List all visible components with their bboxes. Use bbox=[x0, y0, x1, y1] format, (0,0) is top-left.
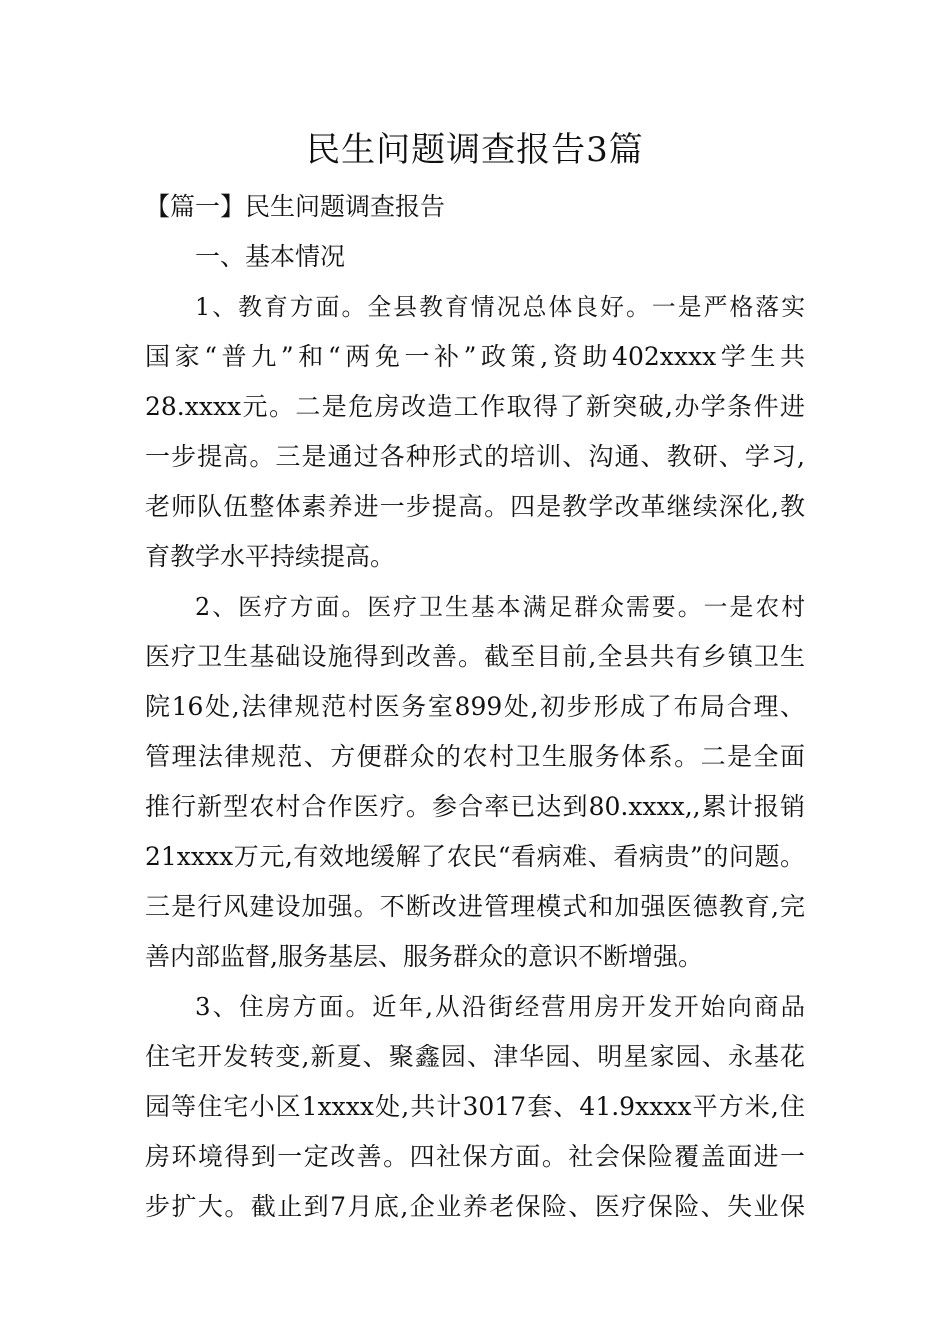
document-title: 民生问题调查报告3篇 bbox=[306, 130, 644, 170]
paragraph-line: 园等住宅小区1xxxx处,共计3017套、41.9xxxx平方米,住 bbox=[145, 1092, 805, 1121]
section-heading: 【篇一】民生问题调查报告 bbox=[145, 192, 446, 221]
document-page bbox=[145, 120, 805, 1232]
paragraph-line: 1、教育方面。全县教育情况总体良好。一是严格落实 bbox=[195, 293, 805, 321]
paragraph-line: 管理法律规范、方便群众的农村卫生服务体系。二是全面 bbox=[145, 742, 805, 771]
paragraph-line: 院16处,法律规范村医务室899处,初步形成了布局合理、 bbox=[145, 692, 805, 721]
paragraph-education bbox=[145, 282, 805, 582]
paragraph-line: 善内部监督,服务基层、服务群众的意识不断增强。 bbox=[145, 942, 703, 971]
paragraph-line: 21xxxx万元,有效地缓解了农民“看病难、看病贵”的问题。 bbox=[145, 842, 805, 871]
paragraph-line: 房环境得到一定改善。四社保方面。社会保险覆盖面进一 bbox=[145, 1142, 805, 1171]
paragraph-line: 28.xxxx元。二是危房改造工作取得了新突破,办学条件进 bbox=[145, 392, 805, 421]
paragraph-line: 国家“普九”和“两免一补”政策,资助402xxxx学生共 bbox=[145, 342, 805, 371]
paragraph-line: 育教学水平持续提高。 bbox=[145, 542, 396, 571]
paragraph-line: 推行新型农村合作医疗。参合率已达到80.xxxx,,累计报销 bbox=[145, 792, 805, 821]
paragraph-line: 3、住房方面。近年,从沿街经营用房开发开始向商品 bbox=[195, 992, 805, 1021]
paragraph-line: 三是行风建设加强。不断改进管理模式和加强医德教育,完 bbox=[145, 892, 805, 921]
paragraph-line: 住宅开发转变,新夏、聚鑫园、津华园、明星家园、永基花 bbox=[145, 1042, 805, 1071]
paragraph-line: 老师队伍整体素养进一步提高。四是教学改革继续深化,教 bbox=[145, 492, 805, 521]
paragraph-line: 2、医疗方面。医疗卫生基本满足群众需要。一是农村 bbox=[195, 593, 805, 621]
paragraph-line: 医疗卫生基础设施得到改善。截至目前,全县共有乡镇卫生 bbox=[145, 642, 805, 671]
paragraph-medical bbox=[145, 582, 805, 982]
paragraph-housing bbox=[145, 982, 805, 1232]
paragraph-line: 一步提高。三是通过各种形式的培训、沟通、教研、学习, bbox=[145, 442, 805, 471]
paragraph-line: 步扩大。截止到7月底,企业养老保险、医疗保险、失业保 bbox=[145, 1192, 805, 1221]
sub-heading: 一、基本情况 bbox=[195, 242, 346, 271]
